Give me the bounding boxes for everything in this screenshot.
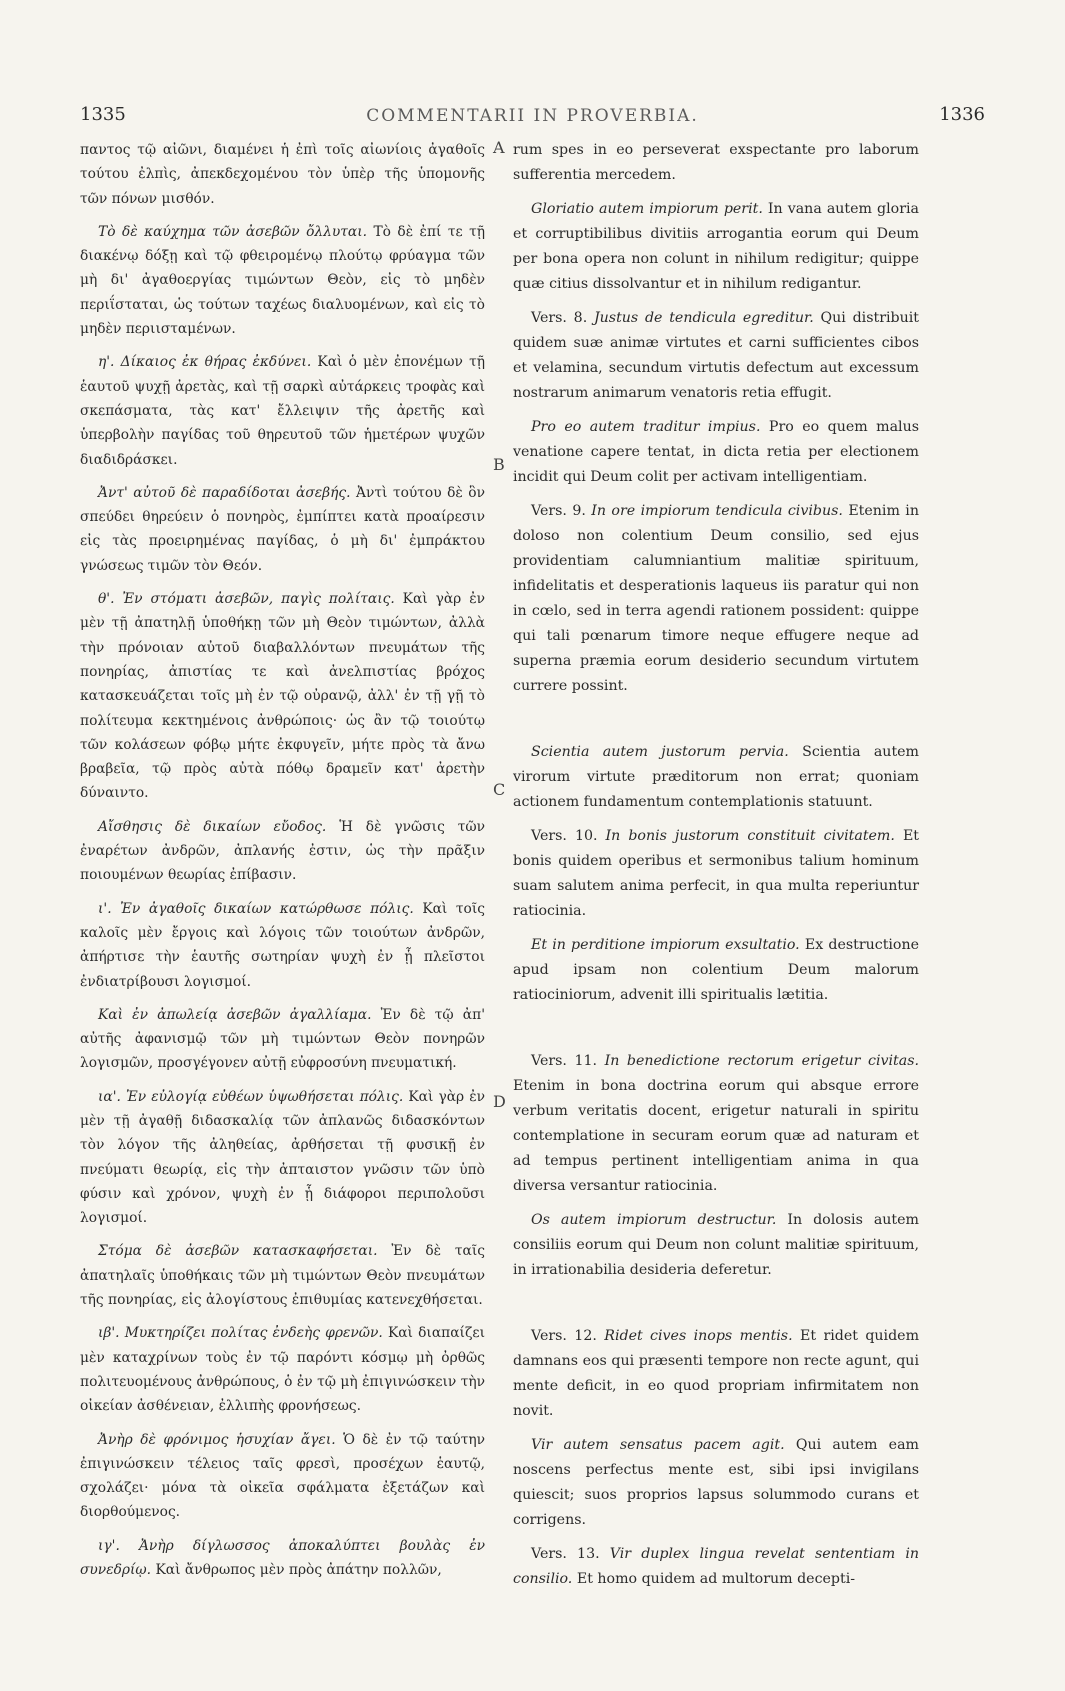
- paragraph: [513, 415, 919, 490]
- commentary-text: Etenim in bona doctrina eorum qui absque errore verbum veritatis docent, erigetur naturali in spiritu contemplatione in securam eorum quæ ad naturam et ad tempus pertinent intelligentiam anima in qua diversa versantur ratiocinia.: [513, 1078, 919, 1194]
- lemma: Αἴσθησις δὲ δικαίων εὔοδος.: [98, 818, 327, 835]
- commentary-text: Et ridet quidem damnans eos qui præsenti tempore non recte agunt, qui mente deficit, in eo quod propriam infirmitatem non novit.: [513, 1328, 920, 1419]
- paragraph: [80, 1321, 485, 1418]
- paragraph: [80, 481, 485, 578]
- lemma: Ἀνὴρ δὲ φρόνιμος ἡσυχίαν ἄγει.: [98, 1431, 336, 1448]
- verse-number: Vers. 13.: [531, 1546, 600, 1562]
- paragraph: [80, 587, 485, 806]
- section-gap: [513, 1292, 919, 1324]
- commentary-text: παντος τῷ αἰῶνι, διαμένει ἡ ἐπὶ τοῖς αἰωνίοις ἀγαθοῖς τούτου ἐλπὶς, ἀπεκδεχομένου τὸν ὑπὲρ τῆς ὑπομονῆς τῶν πόνων μισθόν.: [80, 142, 485, 207]
- paragraph: [513, 499, 919, 699]
- paragraph: [513, 824, 919, 924]
- lemma: ιγ'. Ἀνὴρ δίγλωσσος ἀποκαλύπτει βουλὰς ἐν συνεδρίῳ.: [80, 1537, 485, 1579]
- commentary-text: Ἀντὶ τούτου δὲ ὃν σπεύδει θηρεύειν ὁ πονηρὸς, ἐμπίπτει κατὰ προαίρεσιν εἰς τὰς προειρημένας παγίδας, ὁ μὴ δι' ἐμπράκτου γνώσεως τιμῶν τὸν Θεόν.: [80, 484, 486, 574]
- commentary-text: In vana autem gloria et corruptibilibus divitiis arrogantia eorum qui Deum per bona opera non colunt in nihilum redigitur; quippe quæ citius dissolvantur et in nihilum redigantur.: [513, 201, 919, 292]
- paragraph: [80, 1085, 485, 1231]
- lemma: Στόμα δὲ ἀσεβῶν κατασκαφήσεται.: [98, 1243, 378, 1260]
- commentary-text: Qui autem eam noscens perfectus mente est, sibi ipsi invigilans quiescit; suos proprios lapsus solummodo curans et corrigens.: [513, 1437, 919, 1528]
- paragraph: [80, 1239, 485, 1312]
- paragraph: [80, 897, 485, 994]
- lemma: Justus de tendicula egreditur.: [593, 310, 814, 326]
- lemma: Ridet cives inops mentis.: [604, 1328, 793, 1344]
- verse-number: Vers. 12.: [531, 1328, 597, 1344]
- section-gap: [513, 1017, 919, 1049]
- paragraph: [513, 740, 919, 815]
- paragraph: [80, 1428, 485, 1525]
- commentary-text: Καὶ γὰρ ἐν μὲν τῇ ἀπατηλῇ ὑποθήκῃ τῶν μὴ Θεὸν τιμώντων, ἀλλὰ τὴν πρόνοιαν αὐτοῦ διαβαλλόντων πνευμάτων τῆς πονηρίας, ἀπιστίας τε καὶ ἀνελπιστίας βρόχος κατασκευάζεται τοῖς μὴ ἐν τῷ οὐρανῷ, ἀλλ' ἐν τῇ γῇ τὸ πολίτευμα κεκτημένοις ἀνθρώποις· ὡς ἂν τῷ τοιούτῳ τῶν κολάσεων φόβῳ μήτε ἐκφυγεῖν, μήτε πρὸς τὰ ἄνω βραβεῖα, τῷ πρὸς αὐτὰ πόθῳ δραμεῖν κατ' ἀρετὴν δύναιντο.: [80, 591, 485, 802]
- lemma: Ἀντ' αὐτοῦ δὲ παραδίδοται ἀσεβής.: [98, 484, 351, 501]
- lemma: Vir autem sensatus pacem agit.: [531, 1437, 785, 1453]
- running-title: COMMENTARII IN PROVERBIA.: [366, 106, 699, 126]
- paragraph: [80, 220, 485, 341]
- lemma: η'. Δίκαιος ἐκ θήρας ἐκδύνει.: [98, 354, 312, 371]
- commentary-text: Ex destructione apud ipsam non colentium Deum malorum ratiociniorum, advenit illi spiritualis lætitia.: [513, 937, 920, 1003]
- paragraph: [513, 138, 919, 188]
- lemma: In benedictione rectorum erigetur civitas.: [604, 1053, 919, 1069]
- lemma: Καὶ ἐν ἀπωλείᾳ ἀσεβῶν ἀγαλλίαμα.: [98, 1006, 372, 1023]
- paragraph: [80, 815, 485, 888]
- commentary-text: Καὶ ὁ μὲν ἐπονέμων τῇ ἑαυτοῦ ψυχῇ ἀρετὰς, καὶ τῇ σαρκὶ αὐτάρκεις τροφὰς καὶ σκεπάσματα, τὰς κατ' ἔλλειψιν τῆς ἀρετῆς καὶ ὑπερβολὴν παγίδας τοῦ θηρευτοῦ τῶν ἡμετέρων ψυχῶν διαδιδράσκει.: [80, 354, 485, 468]
- lemma: In bonis justorum constituit civitatem.: [605, 828, 895, 844]
- commentary-text: Ἡ δὲ γνῶσις τῶν ἐναρέτων ἀνδρῶν, ἀπλανής ἐστιν, ὡς τὴν πρᾶξιν ποιουμένων θεωρίας ἐπίβασιν.: [80, 818, 485, 884]
- lemma: Scientia autem justorum pervia.: [531, 744, 789, 760]
- commentary-text: Ὁ δὲ ἐν τῷ ταύτην ἐπιγινώσκειν τέλειος ταῖς φρεσὶ, προσέχων ἑαυτῷ, σχολάζει· μόνα τὰ οἰκεῖα σφάλματα ἐξετάζων καὶ διορθούμενος.: [80, 1431, 485, 1521]
- commentary-text: Ἐν δὲ ταῖς ἀπατηλαῖς ὑποθήκαις τῶν μὴ τιμώντων Θεὸν πνευμάτων τῆς πονηρίας, εἰς ἀλογίστους ἐπιθυμίας κατενεχθήσεται.: [80, 1243, 485, 1309]
- lemma: Os autem impiorum destructur.: [531, 1212, 777, 1228]
- margin-letter-d: D: [493, 1092, 506, 1111]
- commentary-text: Pro eo quem malus venatione capere tentat, in dicta retia per electionem incidit qui Deum colit per activam intelligentiam.: [513, 419, 920, 485]
- commentary-text: Καὶ γὰρ ἐν μὲν τῇ ἀγαθῇ διδασκαλίᾳ τῶν ἀπλανῶς διδασκόντων τὸν λόγον τῆς ἀληθείας, ἀρθήσεται τῇ φυσικῇ ἐν πνεύματι θεωρίᾳ, εἰς τὴν ἀπταιστον γνῶσιν τῶν ὑπὸ φύσιν καὶ χρόνον, ψυχὴ ἐν ᾗ διάφοροι περιπολοῦσι λογισμοί.: [80, 1088, 485, 1227]
- margin-letter-b: B: [493, 455, 505, 474]
- latin-column: [513, 138, 919, 1601]
- lemma: Τὸ δὲ καύχημα τῶν ἀσεβῶν ὄλλυται.: [98, 223, 368, 240]
- commentary-text: Etenim in doloso non colentium Deum consilio, sed ejus providentiam calumniantium malitiæ spirituum, infidelitatis et desperationis laqueus iis paratur qui non in cœlo, sed in terra agendi rationem possident: quippe qui tali pœnarum timore neque effugere neque ad superna præmia eorum desiderio secundum virtutem currere possint.: [513, 503, 919, 694]
- lemma: Pro eo autem traditur impius.: [531, 419, 761, 435]
- page-number-right: 1336: [939, 104, 985, 125]
- paragraph: [80, 1534, 485, 1583]
- paragraph: [80, 1003, 485, 1076]
- running-header: [80, 104, 985, 130]
- paragraph: [513, 1324, 919, 1424]
- lemma: Vir duplex lingua revelat sententiam in consilio.: [513, 1546, 920, 1587]
- commentary-text: Καὶ ἄνθρωπος μὲν πρὸς ἀπάτην πολλῶν,: [155, 1562, 442, 1579]
- paragraph: [80, 350, 485, 471]
- paragraph: [80, 138, 485, 211]
- commentary-text: Τὸ δὲ ἐπί τε τῇ διακένῳ δόξῃ καὶ τῷ φθειρομένῳ πλούτῳ φρύαγμα τῶν μὴ δι' ἀγαθοεργίας τιμώντων Θεὸν, εἰς τὸ μηδὲν περιΐσταται, ὡς τούτων ταχέως διαλυομένων, καὶ εἰς τὸ μηδὲν περιισταμένων.: [80, 223, 485, 338]
- paragraph: [513, 306, 919, 406]
- verse-number: Vers. 10.: [531, 828, 598, 844]
- verse-number: Vers. 11.: [531, 1053, 598, 1069]
- paragraph: [513, 197, 919, 297]
- commentary-text: rum spes in eo perseverat exspectante pro laborum sufferentia mercedem.: [513, 142, 919, 183]
- lemma: In ore impiorum tendicula civibus.: [591, 503, 843, 519]
- paragraph: [513, 1433, 919, 1533]
- commentary-text: In dolosis autem consiliis eorum qui Deum non colunt malitiæ spirituum, in irrationabilia desideria deferetur.: [513, 1212, 919, 1278]
- paragraph: [513, 1542, 919, 1592]
- verse-number: Vers. 9.: [531, 503, 586, 519]
- paragraph: [513, 1049, 919, 1199]
- commentary-text: Et bonis quidem operibus et sermonibus talium hominum suam salutem anima perfecit, in qua multa reperiuntur ratiocinia.: [513, 828, 919, 919]
- lemma: Et in perditione impiorum exsultatio.: [531, 937, 800, 953]
- section-gap: [513, 708, 919, 740]
- greek-column: [80, 138, 485, 1591]
- page-number-left: 1335: [80, 104, 126, 125]
- lemma: θ'. Ἐν στόματι ἀσεβῶν, παγὶς πολίταις.: [98, 591, 395, 608]
- commentary-text: Καὶ διαπαίζει μὲν καταχρίνων τοὺς ἐν τῷ παρόντι κόσμῳ μὴ ὀρθῶς πολιτευομένους ἀνθρώπους, ὁ ἐν τῷ μὴ ἐπιγινώσκειν τὴν οἰκείαν ἀσθένειαν, ἐλλιπὴς φρονήσεως.: [80, 1325, 485, 1415]
- commentary-text: Scientia autem virorum virtute præditorum non errat; quoniam actionem fundamentum contemplationis statuunt.: [513, 744, 919, 810]
- margin-letter-a: A: [493, 138, 505, 157]
- commentary-text: Qui distribuit quidem suæ animæ virtutes et carni sufficientes cibos et velamina, secundum virtutis defectum aut excessum nostrarum animarum venatoris retia effugit.: [513, 310, 919, 401]
- margin-letter-c: C: [493, 780, 506, 799]
- commentary-text: Et homo quidem ad multorum decepti-: [576, 1571, 856, 1587]
- commentary-text: Καὶ τοῖς καλοῖς μὲν ἔργοις καὶ λόγοις τῶν τοιούτων ἀνδρῶν, ἀπήρτισε τὴν ἑαυτῆς σωτηρίαν ψυχὴ ἐν ᾗ πλεῖστοι ἐνδιατρίβουσι λογισμοί.: [80, 900, 485, 990]
- lemma: ια'. Ἐν εὐλογίᾳ εὐθέων ὑψωθήσεται πόλις.: [98, 1088, 404, 1105]
- lemma: ιβ'. Μυκτηρίζει πολίτας ἐνδεὴς φρενῶν.: [98, 1325, 383, 1342]
- lemma: ι'. Ἐν ἀγαθοῖς δικαίων κατώρθωσε πόλις.: [98, 900, 414, 917]
- lemma: Gloriatio autem impiorum perit.: [531, 201, 763, 217]
- verse-number: Vers. 8.: [531, 310, 588, 326]
- paragraph: [513, 1208, 919, 1283]
- commentary-text: Ἐν δὲ τῷ ἀπ' αὐτῆς ἀφανισμῷ τῶν μὴ τιμώντων Θεὸν πονηρῶν λογισμῶν, προσγέγονεν αὐτῇ εὐφροσύνη πνευματική.: [80, 1006, 485, 1072]
- paragraph: [513, 933, 919, 1008]
